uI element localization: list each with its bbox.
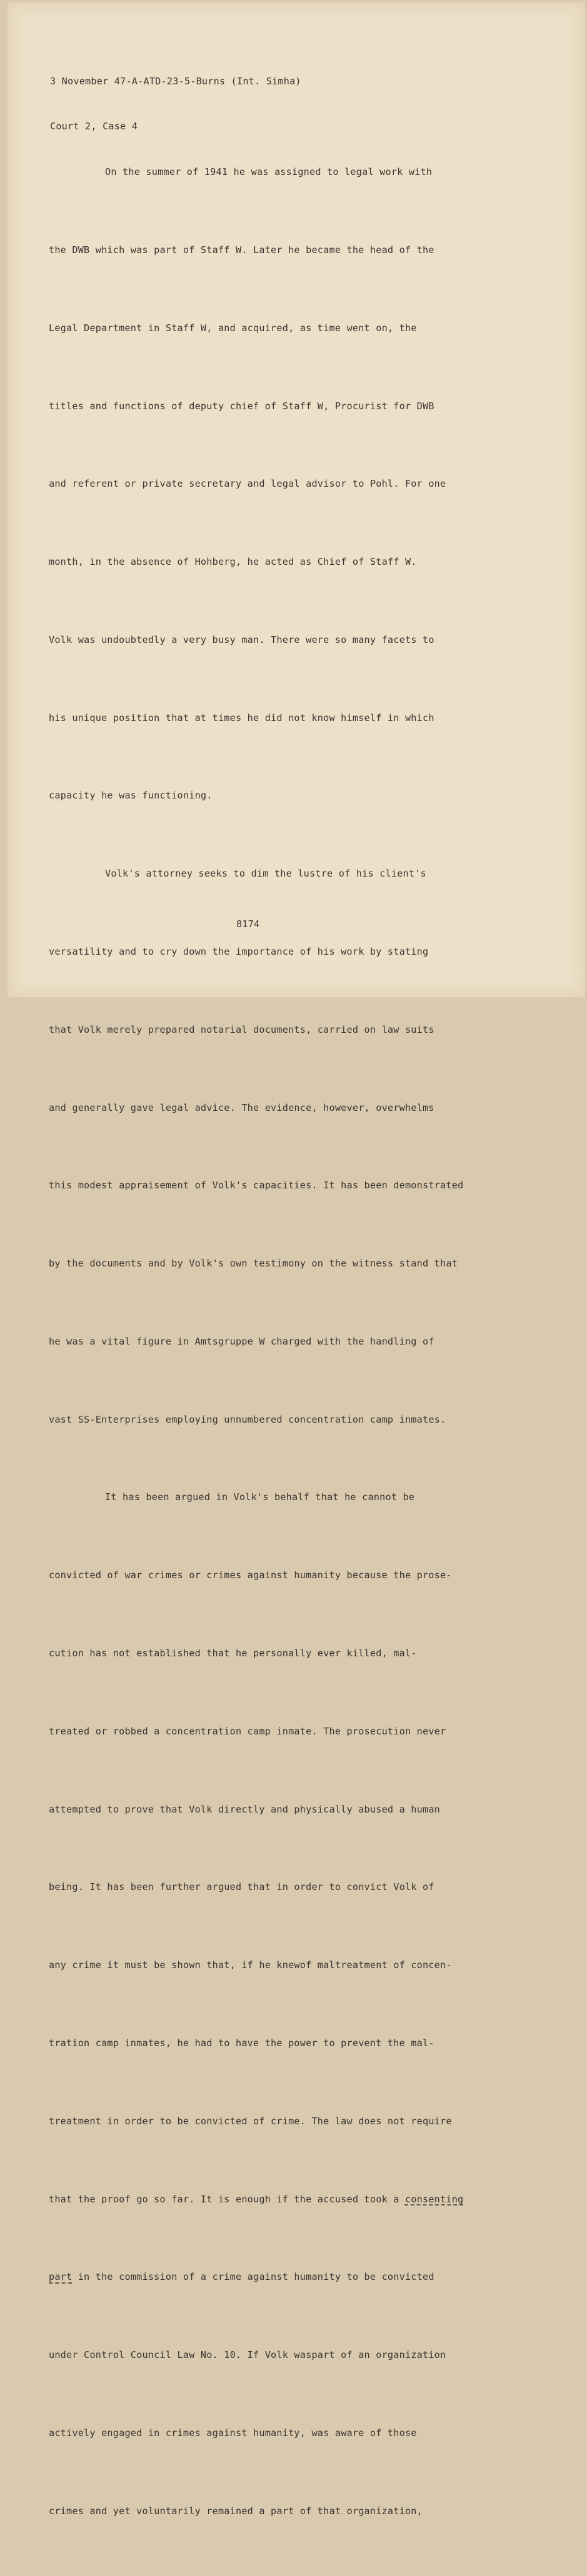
body-line: treated or robbed a concentration camp inmate. The prosecution never: [49, 1725, 446, 1737]
body-line: It has been argued in Volk's behalf that he cannot be: [105, 1491, 415, 1503]
body-line: titles and functions of deputy chief of Staff W, Procurist for DWB: [49, 400, 434, 412]
body-line: [49, 2264, 463, 2290]
underlined-word: consenting: [404, 2193, 464, 2205]
body-line: Volk's attorney seeks to dim the lustre of his client's: [105, 868, 426, 880]
body-line: and generally gave legal advice. The evidence, however, overwhelms: [49, 1102, 434, 1113]
body-line: tration camp inmates, he had to have the power to prevent the mal-: [49, 2037, 434, 2049]
body-line: actively engaged in crimes against humanity, was aware of those: [49, 2427, 417, 2439]
body-line: capacity he was functioning.: [49, 790, 213, 802]
body-line: and referent or private secretary and legal advisor to Pohl. For one: [49, 478, 446, 490]
body-line-text: in the commission of a crime against humanity to be convicted: [72, 2271, 434, 2283]
body-line: the DWB which was part of Staff W. Later he became the head of the: [49, 244, 434, 256]
body-line-text: that the proof go so far. It is enough if the accused took a: [49, 2193, 405, 2205]
page-number: 8174: [236, 918, 260, 930]
body-line: vast SS-Enterprises employing unnumbered concentration camp inmates.: [49, 1413, 446, 1425]
underlined-word: part: [49, 2271, 73, 2283]
body-line: by the documents and by Volk's own testimony on the witness stand that: [49, 1258, 458, 1270]
body-line: being. It has been further argued that in order to convict Volk of: [49, 1881, 434, 1893]
body-line: [49, 2187, 463, 2213]
body-line: On the summer of 1941 he was assigned to legal work with: [105, 166, 433, 178]
body-line: convicted of war crimes or crimes against humanity because the prose-: [49, 1569, 452, 1581]
body-line: treatment in order to be convicted of crime. The law does not require: [49, 2115, 452, 2127]
header-line-2: Court 2, Case 4: [50, 121, 138, 132]
body-line: Volk was undoubtedly a very busy man. There were so many facets to: [49, 634, 434, 645]
body-line: crimes and yet voluntarily remained a part of that organization,: [49, 2505, 423, 2517]
header-line-1: 3 November 47-A-ATD-23-5-Burns (Int. Simha): [50, 76, 301, 87]
document-body: [49, 107, 463, 2576]
body-line: month, in the absence of Hohberg, he acted as Chief of Staff W.: [49, 556, 417, 568]
body-line: under Control Council Law No. 10. If Volk waspart of an organization: [49, 2349, 446, 2361]
document-page: [8, 2, 585, 2517]
body-line: Legal Department in Staff W, and acquired, as time went on, the: [49, 322, 417, 334]
body-line: his unique position that at times he did not know himself in which: [49, 712, 434, 724]
body-line: versatility and to cry down the importance of his work by stating: [49, 946, 429, 957]
body-line: cution has not established that he personally ever killed, mal-: [49, 1648, 417, 1659]
body-line: this modest appraisement of Volk's capacities. It has been demonstrated: [49, 1180, 464, 1191]
body-line: any crime it must be shown that, if he knewof maltreatment of concen-: [49, 1959, 452, 1971]
body-line: attempted to prove that Volk directly and physically abused a human: [49, 1803, 441, 1815]
body-line: that Volk merely prepared notarial documents, carried on law suits: [49, 1023, 434, 1035]
body-line: he was a vital figure in Amtsgruppe W charged with the handling of: [49, 1335, 434, 1347]
